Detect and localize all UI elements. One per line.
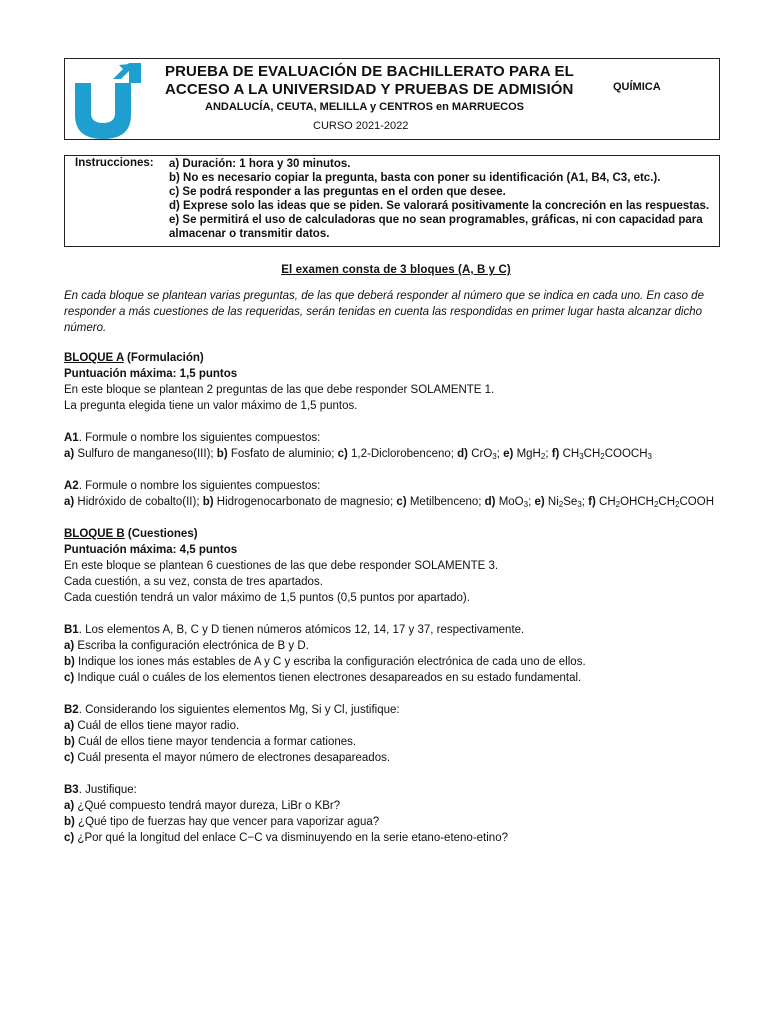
item-text: Hidróxido de cobalto(II);: [74, 496, 203, 508]
score-value: 1,5 puntos: [179, 368, 238, 380]
subject-label: QUÍMICA: [613, 81, 661, 93]
item-letter: a): [64, 800, 75, 812]
block-b: [64, 526, 728, 846]
item-letter: c): [64, 752, 75, 764]
exam-header: [64, 58, 720, 140]
subscript: 2: [600, 452, 605, 461]
question-a2: [64, 478, 728, 494]
item-letter: b): [202, 496, 214, 508]
title-line-1: PRUEBA DE EVALUACIÓN DE BACHILLERATO PARA EL: [165, 63, 574, 80]
question-item: [64, 670, 728, 686]
subscript: 3: [579, 452, 584, 461]
score-label: Puntuación máxima:: [64, 368, 180, 380]
item-text: MgH: [513, 448, 541, 460]
question-stem: . Formule o nombre los siguientes compuestos:: [78, 432, 321, 444]
item-text: CH: [658, 496, 676, 508]
item-text: ¿Qué compuesto tendrá mayor dureza, LiBr o KBr?: [74, 800, 341, 812]
question-stem: . Los elementos A, B, C y D tienen números atómicos 12, 14, 17 y 37, respectivamente.: [78, 624, 525, 636]
question-b3: [64, 782, 728, 798]
block-a-line: En este bloque se plantean 2 preguntas de las que debe responder SOLAMENTE 1.: [64, 384, 495, 396]
item-text: ;: [581, 496, 589, 508]
header-subtitle: ANDALUCÍA, CEUTA, MELILLA y CENTROS en MARRUECOS: [205, 101, 524, 113]
question-a1: [64, 430, 728, 446]
item-letter: f): [551, 448, 560, 460]
item-text: OHCH: [620, 496, 654, 508]
subscript: 3: [647, 452, 652, 461]
item-text: Hidrogenocarbonato de magnesio;: [213, 496, 397, 508]
item-text: 1,2-Diclorobenceno;: [347, 448, 458, 460]
exam-content: [64, 262, 728, 846]
block-b-line: En este bloque se plantean 6 cuestiones de las que debe responder SOLAMENTE 3.: [64, 560, 499, 572]
item-text: Indique cuál o cuáles de los elementos tienen electrones desapareados en su estado fundamental.: [74, 672, 582, 684]
score-value: 4,5 puntos: [179, 544, 238, 556]
block-a-subtitle: (Formulación): [123, 352, 204, 364]
item-text: ¿Qué tipo de fuerzas hay que vencer para vaporizar agua?: [74, 816, 380, 828]
instruction-item: b) No es necesario copiar la pregunta, basta con poner su identificación (A1, B4, C3, etc.).: [169, 172, 661, 184]
instruction-item: e) Se permitirá el uso de calculadoras que no sean programables, gráficas, ni con capacidad para almacenar o transmitir datos.: [169, 214, 703, 240]
question-stem: . Formule o nombre los siguientes compuestos:: [78, 480, 321, 492]
item-text: Cuál presenta el mayor número de electrones desapareados.: [74, 752, 391, 764]
item-letter: c): [64, 672, 75, 684]
item-text: Ni: [544, 496, 559, 508]
block-a-line: La pregunta elegida tiene un valor máximo de 1,5 puntos.: [64, 400, 358, 412]
exam-intro: En cada bloque se plantean varias preguntas, de las que deberá responder al número que se indica en cada uno. En caso de responder a más cuestiones de las requeridas, serán tenidas en cuenta las respondidas en primer lugar hasta alcanzar dicho número.: [64, 290, 704, 334]
item-text: Cuál de ellos tiene mayor tendencia a formar cationes.: [74, 736, 357, 748]
item-text: Cuál de ellos tiene mayor radio.: [74, 720, 240, 732]
item-text: Metilbenceno;: [406, 496, 485, 508]
header-course: CURSO 2021-2022: [313, 120, 409, 132]
item-letter: a): [64, 448, 75, 460]
item-letter: b): [64, 816, 75, 828]
instruction-item: a) Duración: 1 hora y 30 minutos.: [169, 158, 351, 170]
question-item: [64, 638, 728, 654]
university-logo-icon: [69, 61, 145, 139]
item-letter: c): [64, 832, 75, 844]
question-stem: . Justifique:: [78, 784, 137, 796]
item-letter: d): [457, 448, 469, 460]
instructions-list: [169, 157, 713, 241]
block-a-heading: [64, 350, 728, 366]
instructions-label: Instrucciones:: [75, 157, 154, 169]
question-b2: [64, 702, 728, 718]
item-text: Indique los iones más estables de A y C y escriba la configuración electrónica de cada uno de ellos.: [74, 656, 586, 668]
item-text: Se: [563, 496, 578, 508]
item-text: CH: [559, 448, 580, 460]
instruction-item: c) Se podrá responder a las preguntas en el orden que desee.: [169, 186, 506, 198]
item-letter: a): [64, 720, 75, 732]
item-letter: a): [64, 640, 75, 652]
item-text: COOH: [679, 496, 714, 508]
item-letter: f): [588, 496, 596, 508]
question-a2-items: [64, 494, 728, 510]
item-text: ¿Por qué la longitud del enlace C−C va disminuyendo en la serie etano-eteno-etino?: [74, 832, 508, 844]
block-b-heading: [64, 526, 728, 542]
instruction-item: d) Exprese solo las ideas que se piden. Se valorará positivamente la concreción en las respuestas.: [169, 200, 710, 212]
question-item: [64, 750, 728, 766]
question-id: B2: [64, 704, 79, 716]
subscript: 2: [558, 500, 564, 509]
item-text: Fosfato de aluminio;: [227, 448, 338, 460]
item-text: COOCH: [604, 448, 648, 460]
subscript: 3: [577, 500, 582, 509]
subscript: 2: [615, 500, 621, 509]
item-letter: b): [64, 736, 75, 748]
block-a-score: [64, 366, 728, 382]
item-letter: e): [503, 448, 514, 460]
score-label: Puntuación máxima:: [64, 544, 180, 556]
question-item: [64, 734, 728, 750]
block-a-title: BLOQUE A: [64, 352, 124, 364]
item-letter: c): [396, 496, 407, 508]
item-text: MoO: [495, 496, 524, 508]
question-item: [64, 718, 728, 734]
question-id: B1: [64, 624, 79, 636]
header-title: [165, 63, 585, 99]
block-a: [64, 350, 728, 526]
block-b-subtitle: (Cuestiones): [124, 528, 198, 540]
question-b1: [64, 622, 728, 638]
item-letter: b): [64, 656, 75, 668]
block-b-score: [64, 542, 728, 558]
title-line-2: ACCESO A LA UNIVERSIDAD Y PRUEBAS DE ADMISIÓN: [165, 81, 574, 98]
item-text: CH: [595, 496, 616, 508]
block-b-line: Cada cuestión, a su vez, consta de tres apartados.: [64, 576, 323, 588]
exam-structure-title: El examen consta de 3 bloques (A, B y C): [281, 264, 511, 276]
subscript: 3: [492, 452, 497, 461]
subscript: 2: [675, 500, 680, 509]
question-item: [64, 830, 728, 846]
item-letter: d): [484, 496, 496, 508]
instructions-box: [64, 155, 720, 247]
question-item: [64, 798, 728, 814]
item-text: CH: [583, 448, 601, 460]
item-text: CrO: [468, 448, 493, 460]
question-a1-items: [64, 446, 728, 462]
item-text: ;: [545, 448, 552, 460]
question-item: [64, 814, 728, 830]
subscript: 3: [523, 500, 529, 509]
item-letter: a): [64, 496, 75, 508]
item-text: Escriba la configuración electrónica de B y D.: [74, 640, 309, 652]
item-text: ;: [496, 448, 504, 460]
block-b-line: Cada cuestión tendrá un valor máximo de 1,5 puntos (0,5 puntos por apartado).: [64, 592, 470, 604]
item-text: Sulfuro de manganeso(III);: [74, 448, 217, 460]
question-id: A1: [64, 432, 79, 444]
subscript: 2: [540, 452, 546, 461]
item-letter: e): [534, 496, 545, 508]
question-id: B3: [64, 784, 79, 796]
block-b-title: BLOQUE B: [64, 528, 125, 540]
question-item: [64, 654, 728, 670]
item-letter: b): [216, 448, 228, 460]
question-id: A2: [64, 480, 79, 492]
question-stem: . Considerando los siguientes elementos Mg, Si y Cl, justifique:: [78, 704, 400, 716]
item-text: ;: [528, 496, 535, 508]
subscript: 2: [653, 500, 659, 509]
item-letter: c): [337, 448, 348, 460]
